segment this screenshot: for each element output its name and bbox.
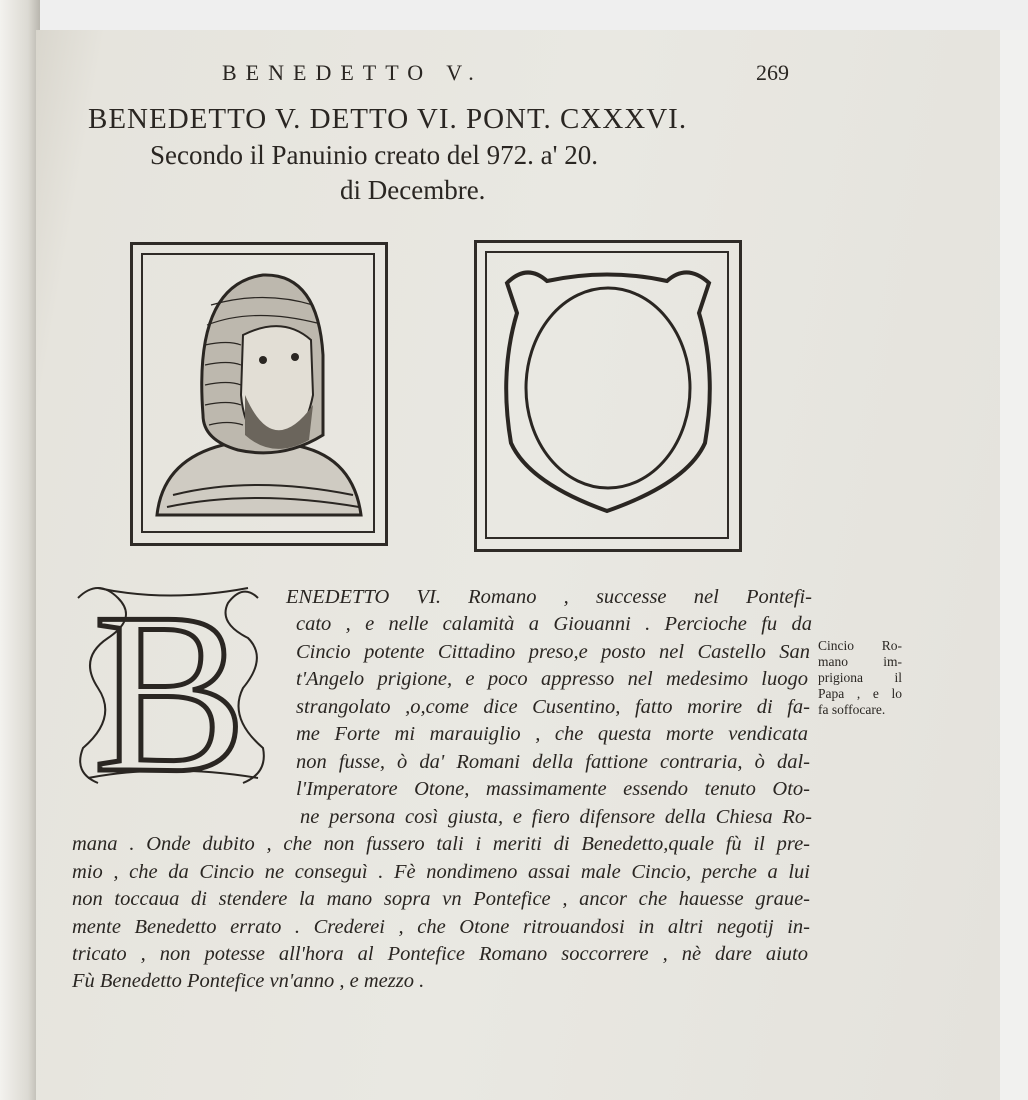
body-line: mio , che da Cincio ne conseguì . Fè nondimeno assai male Cincio, perche a lui xyxy=(72,861,810,883)
body-line: ENEDETTO VI. Romano , successe nel Pontefi- xyxy=(286,586,812,608)
margin-note-line: mano im- xyxy=(818,654,902,669)
book-page xyxy=(36,30,1002,1100)
body-line: Fù Benedetto Pontefice vn'anno , e mezzo . xyxy=(72,970,425,992)
margin-note-line: prigiona il xyxy=(818,670,902,685)
body-line: non toccaua di stendere la mano sopra vn Pontefice , ancor che hauesse graue- xyxy=(72,888,810,910)
margin-note-line: Cincio Ro- xyxy=(818,638,902,653)
page-number: 269 xyxy=(756,60,789,85)
decorated-initial-b-image xyxy=(68,578,272,790)
body-line: cato , e nelle calamità a Giouanni . Percioche fu da xyxy=(296,613,812,635)
body-line: strangolato ,o,come dice Cusentino, fatto morire di fa- xyxy=(296,696,810,718)
page-margin-background xyxy=(1000,30,1028,1100)
decorated-initial xyxy=(68,578,272,790)
body-line: mente Benedetto errato . Crederei , che Otone ritrouandosi in altri negotij in- xyxy=(72,916,810,938)
body-line: l'Imperatore Otone, massimamente essendo tenuto Oto- xyxy=(296,778,810,800)
drop-cap-letter: B xyxy=(93,578,247,790)
body-line: me Forte mi marauiglio , che questa morte vendicata xyxy=(296,723,808,745)
arms-frame xyxy=(474,240,742,552)
facing-page-edge xyxy=(0,0,40,1100)
portrait-frame xyxy=(130,242,388,546)
margin-note-line: fa soffocare. xyxy=(818,702,886,717)
body-line: Cincio potente Cittadino preso,e posto nel Castello San xyxy=(296,641,810,663)
body-line: tricato , non potesse all'hora al Pontefice Romano soccorrere , nè dare aiuto xyxy=(72,943,808,965)
margin-note-line: Papa , e lo xyxy=(818,686,902,701)
body-line: ne persona così giusta, e fiero difensore della Chiesa Ro- xyxy=(300,806,812,828)
portrait-woodcut-image xyxy=(133,245,385,543)
chapter-subtitle-2: di Decembre. xyxy=(340,175,486,205)
chapter-title: BENEDETTO V. DETTO VI. PONT. CXXXVI. xyxy=(88,103,688,135)
body-line: non fusse, ò da' Romani della fattione contraria, ò dal- xyxy=(296,751,810,773)
body-line: t'Angelo prigione, e poco appresso nel medesimo luogo xyxy=(296,668,808,690)
chapter-subtitle: Secondo il Panuinio creato del 972. a' 20. xyxy=(150,140,599,170)
empty-shield-icon xyxy=(477,243,739,549)
body-line: mana . Onde dubito , che non fussero tali i meriti di Benedetto,quale fù il pre- xyxy=(72,833,810,855)
running-title: BENEDETTO V. xyxy=(222,60,483,85)
